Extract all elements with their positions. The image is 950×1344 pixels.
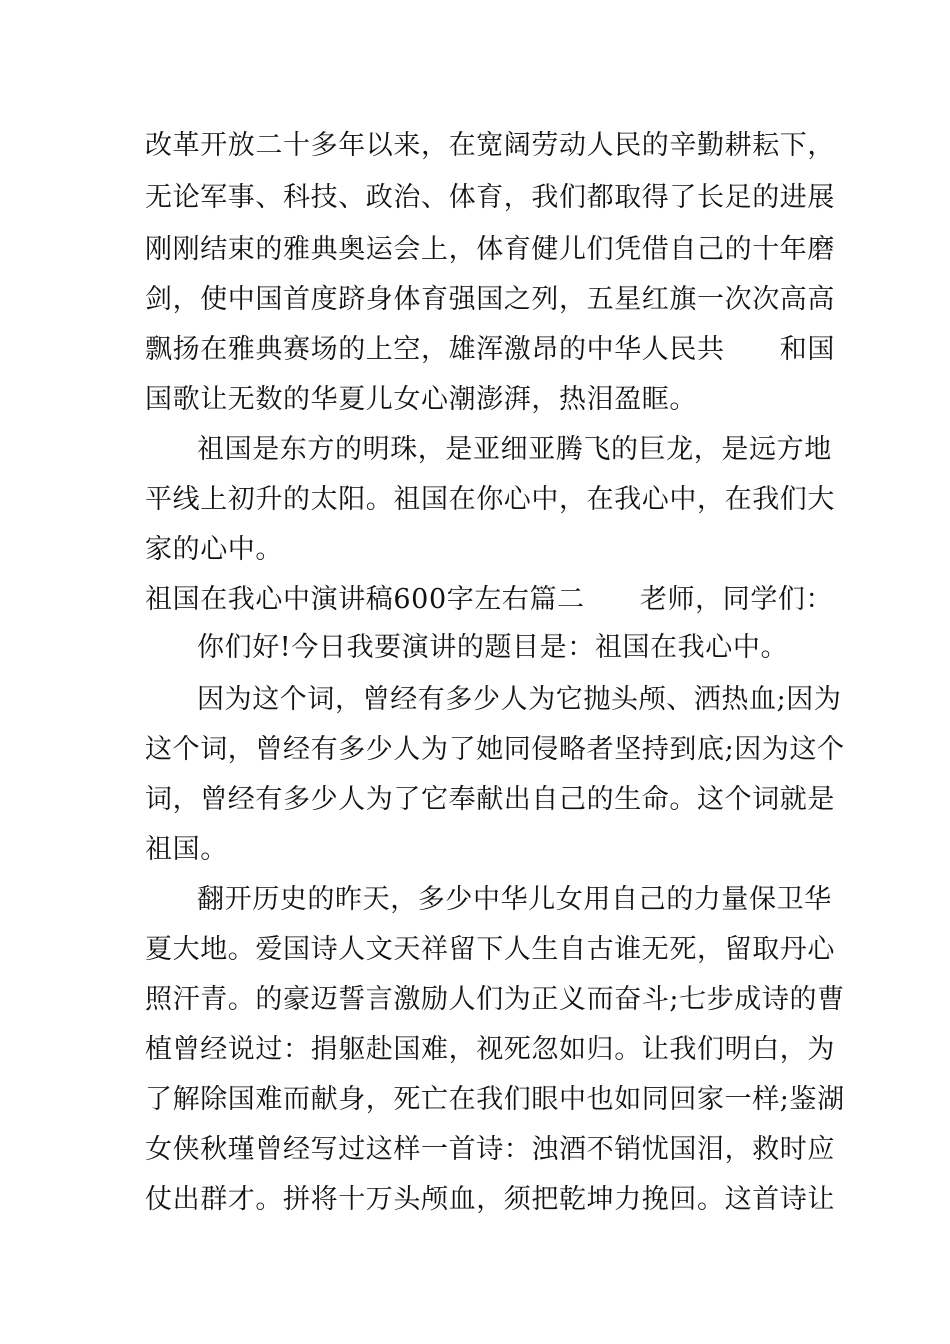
- text-line: 植曾经说过：捐躯赴国难，视死忽如归。让我们明白，为: [145, 1034, 835, 1065]
- section-heading: 祖国在我心中演讲稿600字左右篇二 老师，同学们：: [145, 584, 834, 615]
- text-line: 你们好!今日我要演讲的题目是：祖国在我心中。: [197, 632, 789, 663]
- text-line: 国歌让无数的华夏儿女心潮澎湃，热泪盈眶。: [145, 384, 697, 415]
- text-line: 因为这个词，曾经有多少人为它抛头颅、洒热血;因为: [197, 684, 842, 715]
- text-line: 刚刚结束的雅典奥运会上，体育健儿们凭借自己的十年磨: [145, 234, 835, 265]
- text-line: 女侠秋瑾曾经写过这样一首诗：浊酒不销忧国泪，救时应: [145, 1134, 835, 1165]
- text-line: 这个词，曾经有多少人为了她同侵略者坚持到底;因为这个: [145, 734, 845, 765]
- text-line: 了解除国难而献身，死亡在我们眼中也如同回家一样;鉴湖: [145, 1084, 845, 1115]
- text-line: 飘扬在雅典赛场的上空，雄浑激昂的中华人民共 和国: [145, 334, 835, 365]
- text-line: 照汗青。的豪迈誓言激励人们为正义而奋斗;七步成诗的曹: [145, 984, 845, 1015]
- text-line: 夏大地。爱国诗人文天祥留下人生自古谁无死，留取丹心: [145, 934, 835, 965]
- text-line: 词，曾经有多少人为了它奉献出自己的生命。这个词就是: [145, 784, 835, 815]
- text-line: 无论军事、科技、政治、体育，我们都取得了长足的进展: [145, 182, 835, 213]
- text-line: 祖国。: [145, 834, 228, 865]
- text-line: 平线上初升的太阳。祖国在你心中，在我心中，在我们大: [145, 484, 835, 515]
- text-line: 翻开历史的昨天，多少中华儿女用自己的力量保卫华: [197, 884, 832, 915]
- text-line: 剑，使中国首度跻身体育强国之列，五星红旗一次次高高: [145, 284, 835, 315]
- text-line: 改革开放二十多年以来，在宽阔劳动人民的辛勤耕耘下，: [145, 130, 835, 161]
- text-line: 家的心中。: [145, 534, 283, 565]
- text-line: 祖国是东方的明珠，是亚细亚腾飞的巨龙，是远方地: [197, 434, 832, 465]
- text-line: 仗出群才。拼将十万头颅血，须把乾坤力挽回。这首诗让: [145, 1184, 835, 1215]
